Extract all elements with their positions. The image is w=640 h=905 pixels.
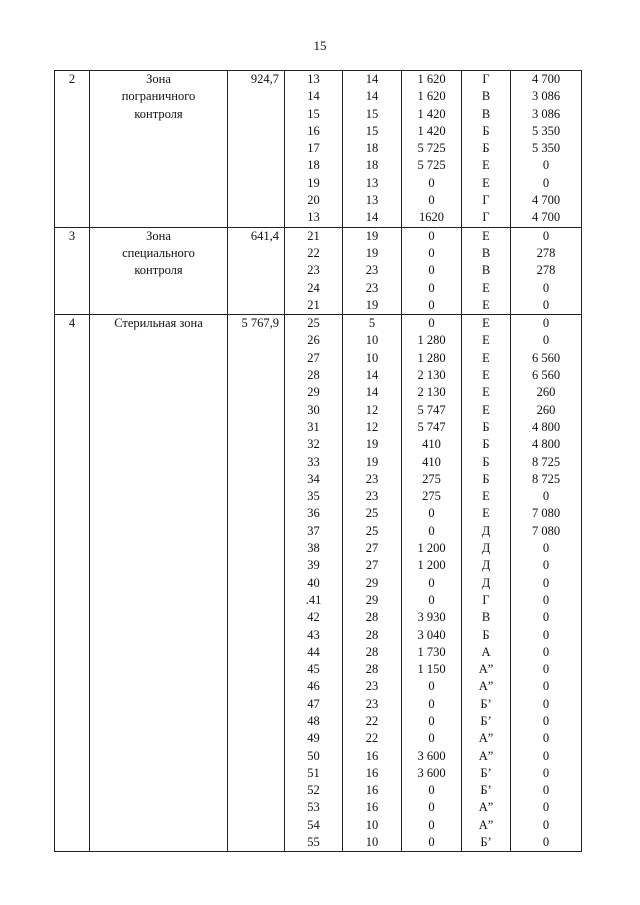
cell-distance: 278 <box>536 245 556 260</box>
cell-next-point: 10 <box>365 350 379 365</box>
cell-next-point: 23 <box>365 489 379 504</box>
cell-next-point: 19 <box>365 437 379 452</box>
cell-point-number: 49 <box>307 731 320 746</box>
cell-distance: 3 086 <box>531 89 561 104</box>
column-next-point <box>343 71 402 228</box>
cell-distance: 0 <box>542 175 550 190</box>
cell-distance: 260 <box>536 402 556 417</box>
cell-value: 5 725 <box>417 141 446 156</box>
cell-category: Д <box>481 541 491 556</box>
cell-next-point: 5 <box>368 316 376 331</box>
column-next-point <box>343 227 402 314</box>
cell-next-point: 14 <box>365 368 379 383</box>
cell-point-number: 54 <box>307 817 320 832</box>
cell-point-number: 22 <box>307 245 320 260</box>
column-category <box>462 227 511 314</box>
cell-next-point: 10 <box>365 835 379 850</box>
zone-name-line: контроля <box>134 106 183 121</box>
page-number: 15 <box>313 38 327 53</box>
cell-point-number: 21 <box>307 297 320 312</box>
cell-next-point: 29 <box>365 575 379 590</box>
cell-next-point: 10 <box>365 817 379 832</box>
cell-value: 0 <box>428 263 435 278</box>
cell-point-number: 20 <box>307 193 320 208</box>
cell-point-number: 51 <box>307 765 320 780</box>
cell-distance: 4 800 <box>531 437 561 452</box>
cell-point-number: 43 <box>307 627 320 642</box>
column-point-number <box>285 227 343 314</box>
cell-value: 5 725 <box>417 158 446 173</box>
cell-value: 5 747 <box>417 402 446 417</box>
cell-point-number: 19 <box>307 175 320 190</box>
cell-point-number: 53 <box>307 800 320 815</box>
zone-area: 924,7 <box>228 71 285 228</box>
cell-distance: 0 <box>542 817 550 832</box>
cell-distance: 7 080 <box>531 506 561 521</box>
cell-value: 1 620 <box>417 72 446 86</box>
cell-point-number: 47 <box>307 696 320 711</box>
cell-value: 0 <box>428 713 435 728</box>
cell-distance: 0 <box>542 333 550 348</box>
cell-value: 1 420 <box>417 106 446 121</box>
cell-point-number: 37 <box>307 523 320 538</box>
cell-next-point: 13 <box>365 193 379 208</box>
cell-next-point: 18 <box>365 158 379 173</box>
cell-category: Б’ <box>480 713 492 728</box>
column-value <box>402 315 462 852</box>
cell-value: 2 130 <box>417 385 446 400</box>
column-category <box>462 315 511 852</box>
cell-next-point: 28 <box>365 662 379 677</box>
cell-distance: 4 700 <box>531 210 561 225</box>
cell-point-number: 46 <box>307 679 320 694</box>
cell-next-point: 27 <box>365 558 379 573</box>
cell-value: 0 <box>428 175 435 190</box>
cell-distance: 8 725 <box>531 471 561 486</box>
zone-name-line: пограничного <box>121 89 196 104</box>
cell-next-point: 16 <box>365 748 379 763</box>
cell-category: В <box>481 610 491 625</box>
zone-number: 4 <box>55 315 90 852</box>
cell-point-number: 48 <box>307 713 320 728</box>
cell-value: 410 <box>422 437 441 452</box>
cell-distance: 0 <box>542 731 550 746</box>
column-point-number <box>285 315 343 852</box>
column-category <box>462 71 511 228</box>
cell-category: Е <box>482 489 490 504</box>
cell-distance: 0 <box>542 280 550 295</box>
cell-category: Г <box>482 210 490 225</box>
cell-value: 0 <box>428 835 435 850</box>
cell-point-number: 39 <box>307 558 320 573</box>
cell-value: 1 150 <box>417 662 446 677</box>
zones-table <box>54 70 582 852</box>
column-distance <box>511 315 582 852</box>
cell-distance: 0 <box>542 696 550 711</box>
cell-category: Е <box>482 158 490 173</box>
cell-value: 0 <box>428 696 435 711</box>
cell-point-number: 17 <box>307 141 320 156</box>
cell-distance: 0 <box>542 679 550 694</box>
cell-point-number: 25 <box>307 316 320 331</box>
cell-value: 0 <box>428 228 435 243</box>
cell-value: 1 280 <box>417 333 446 348</box>
cell-value: 0 <box>428 592 435 607</box>
cell-next-point: 15 <box>365 123 379 138</box>
cell-category: А” <box>478 817 494 832</box>
cell-value: 0 <box>428 817 435 832</box>
zone-name-line: специального <box>122 245 195 260</box>
zone-name <box>90 315 228 852</box>
cell-category: Б’ <box>480 765 492 780</box>
cell-value: 0 <box>428 523 435 538</box>
cell-point-number: .41 <box>305 592 322 607</box>
zone-number: 3 <box>55 227 90 314</box>
cell-value: 3 600 <box>417 765 446 780</box>
cell-point-number: 29 <box>307 385 320 400</box>
cell-point-number: 28 <box>307 368 320 383</box>
cell-distance: 0 <box>542 592 550 607</box>
cell-next-point: 16 <box>365 783 379 798</box>
cell-distance: 3 086 <box>531 106 561 121</box>
cell-distance: 5 350 <box>531 141 561 156</box>
cell-point-number: 40 <box>307 575 320 590</box>
zone-name-line: Зона <box>146 72 171 86</box>
cell-next-point: 22 <box>365 713 379 728</box>
cell-point-number: 33 <box>307 454 320 469</box>
cell-point-number: 13 <box>307 72 320 86</box>
zone-number: 2 <box>55 71 90 228</box>
cell-point-number: 52 <box>307 783 320 798</box>
cell-point-number: 38 <box>307 541 320 556</box>
cell-next-point: 23 <box>365 471 379 486</box>
cell-value: 0 <box>428 193 435 208</box>
cell-next-point: 23 <box>365 696 379 711</box>
cell-category: А” <box>478 748 494 763</box>
cell-value: 1 420 <box>417 123 446 138</box>
cell-next-point: 16 <box>365 800 379 815</box>
zone-area: 641,4 <box>228 227 285 314</box>
cell-category: Е <box>482 228 490 243</box>
cell-category: Б’ <box>480 783 492 798</box>
cell-next-point: 18 <box>365 141 379 156</box>
cell-category: Б’ <box>480 696 492 711</box>
cell-point-number: 26 <box>307 333 320 348</box>
cell-next-point: 14 <box>365 89 379 104</box>
cell-category: Б <box>482 123 490 138</box>
cell-point-number: 44 <box>307 644 320 659</box>
zone-name <box>90 71 228 228</box>
cell-category: Б <box>482 437 490 452</box>
cell-distance: 0 <box>542 575 550 590</box>
cell-distance: 0 <box>542 713 550 728</box>
column-value <box>402 227 462 314</box>
cell-next-point: 14 <box>365 210 379 225</box>
cell-distance: 8 725 <box>531 454 561 469</box>
cell-distance: 6 560 <box>531 368 561 383</box>
cell-distance: 0 <box>542 783 550 798</box>
cell-category: Б <box>482 471 490 486</box>
zones-table-body <box>55 71 582 852</box>
cell-point-number: 16 <box>307 123 320 138</box>
cell-point-number: 15 <box>307 106 320 121</box>
cell-value: 5 747 <box>417 419 446 434</box>
cell-next-point: 15 <box>365 106 379 121</box>
cell-point-number: 31 <box>307 419 320 434</box>
cell-distance: 0 <box>542 228 550 243</box>
cell-next-point: 23 <box>365 263 379 278</box>
cell-value: 0 <box>428 245 435 260</box>
cell-distance: 4 700 <box>531 193 561 208</box>
cell-point-number: 24 <box>307 280 320 295</box>
cell-point-number: 14 <box>307 89 320 104</box>
cell-category: Е <box>482 280 490 295</box>
cell-category: Е <box>482 506 490 521</box>
cell-next-point: 23 <box>365 280 379 295</box>
cell-next-point: 28 <box>365 610 379 625</box>
cell-category: А” <box>478 662 494 677</box>
zone-row <box>55 227 582 314</box>
cell-distance: 0 <box>542 558 550 573</box>
cell-next-point: 27 <box>365 541 379 556</box>
cell-distance: 0 <box>542 297 550 312</box>
zone-area: 5 767,9 <box>228 315 285 852</box>
cell-value: 1 200 <box>417 541 446 556</box>
cell-category: В <box>481 263 491 278</box>
cell-next-point: 22 <box>365 731 379 746</box>
cell-value: 0 <box>428 731 435 746</box>
cell-distance: 6 560 <box>531 350 561 365</box>
cell-category: Е <box>482 385 490 400</box>
cell-category: Е <box>482 368 490 383</box>
zone-name-line: Зона <box>146 228 171 243</box>
cell-next-point: 29 <box>365 592 379 607</box>
cell-value: 0 <box>428 575 435 590</box>
cell-category: Д <box>481 575 491 590</box>
cell-point-number: 45 <box>307 662 320 677</box>
cell-value: 0 <box>428 297 435 312</box>
cell-next-point: 16 <box>365 765 379 780</box>
cell-value: 3 930 <box>417 610 446 625</box>
cell-point-number: 21 <box>307 228 320 243</box>
cell-value: 0 <box>428 783 435 798</box>
column-distance <box>511 71 582 228</box>
cell-point-number: 50 <box>307 748 320 763</box>
cell-next-point: 13 <box>365 175 379 190</box>
cell-category: В <box>481 245 491 260</box>
cell-next-point: 14 <box>365 385 379 400</box>
cell-distance: 0 <box>542 765 550 780</box>
cell-distance: 4 800 <box>531 419 561 434</box>
cell-point-number: 55 <box>307 835 320 850</box>
cell-value: 0 <box>428 506 435 521</box>
cell-next-point: 28 <box>365 627 379 642</box>
cell-distance: 0 <box>542 610 550 625</box>
cell-distance: 7 080 <box>531 523 561 538</box>
cell-next-point: 19 <box>365 228 379 243</box>
cell-distance: 0 <box>542 489 550 504</box>
cell-next-point: 14 <box>365 72 379 86</box>
cell-distance: 0 <box>542 644 550 659</box>
cell-next-point: 19 <box>365 454 379 469</box>
cell-value: 410 <box>422 454 441 469</box>
cell-value: 1 280 <box>417 350 446 365</box>
zone-row <box>55 71 582 228</box>
cell-point-number: 35 <box>307 489 320 504</box>
cell-value: 275 <box>422 471 441 486</box>
cell-next-point: 12 <box>365 419 379 434</box>
zone-name <box>90 227 228 314</box>
cell-next-point: 19 <box>365 297 379 312</box>
cell-value: 3 040 <box>417 627 446 642</box>
column-point-number <box>285 71 343 228</box>
cell-category: Б <box>482 627 490 642</box>
cell-point-number: 32 <box>307 437 320 452</box>
cell-category: Е <box>482 402 490 417</box>
cell-category: Е <box>482 316 490 331</box>
zone-row <box>55 315 582 852</box>
cell-category: А” <box>478 731 494 746</box>
cell-value: 1 730 <box>417 644 446 659</box>
cell-next-point: 25 <box>365 523 379 538</box>
cell-distance: 0 <box>542 627 550 642</box>
cell-category: Б <box>482 141 490 156</box>
cell-value: 0 <box>428 800 435 815</box>
cell-category: А” <box>478 679 494 694</box>
cell-point-number: 42 <box>307 610 320 625</box>
cell-value: 0 <box>428 316 435 331</box>
cell-next-point: 19 <box>365 245 379 260</box>
cell-distance: 4 700 <box>531 72 561 86</box>
cell-category: Е <box>482 350 490 365</box>
cell-distance: 0 <box>542 835 550 850</box>
cell-point-number: 36 <box>307 506 320 521</box>
cell-category: Д <box>481 558 491 573</box>
cell-distance: 0 <box>542 800 550 815</box>
cell-distance: 0 <box>542 748 550 763</box>
cell-next-point: 12 <box>365 402 379 417</box>
cell-category: В <box>481 89 491 104</box>
cell-category: А <box>481 644 491 659</box>
cell-distance: 0 <box>542 316 550 331</box>
cell-distance: 0 <box>542 662 550 677</box>
cell-category: Г <box>482 193 490 208</box>
cell-category: Е <box>482 333 490 348</box>
cell-point-number: 13 <box>307 210 320 225</box>
cell-point-number: 18 <box>307 158 320 173</box>
cell-value: 3 600 <box>417 748 446 763</box>
cell-distance: 260 <box>536 385 556 400</box>
cell-distance: 278 <box>536 263 556 278</box>
cell-distance: 5 350 <box>531 123 561 138</box>
cell-category: Б <box>482 454 490 469</box>
column-next-point <box>343 315 402 852</box>
cell-value: 1 200 <box>417 558 446 573</box>
cell-category: А” <box>478 800 494 815</box>
cell-next-point: 23 <box>365 679 379 694</box>
column-distance <box>511 227 582 314</box>
cell-value: 275 <box>422 489 441 504</box>
cell-point-number: 30 <box>307 402 320 417</box>
cell-value: 0 <box>428 679 435 694</box>
cell-next-point: 28 <box>365 644 379 659</box>
cell-distance: 0 <box>542 158 550 173</box>
cell-value: 0 <box>428 280 435 295</box>
cell-category: Е <box>482 175 490 190</box>
cell-category: Б <box>482 419 490 434</box>
cell-point-number: 34 <box>307 471 320 486</box>
zone-name-line: контроля <box>134 263 183 278</box>
cell-category: Д <box>481 523 491 538</box>
cell-next-point: 25 <box>365 506 379 521</box>
cell-next-point: 10 <box>365 333 379 348</box>
cell-point-number: 23 <box>307 263 320 278</box>
cell-value: 2 130 <box>417 368 446 383</box>
cell-value: 1620 <box>419 210 444 225</box>
cell-point-number: 27 <box>307 350 320 365</box>
cell-category: Г <box>482 592 490 607</box>
cell-category: Б’ <box>480 835 492 850</box>
zone-name-line: Стерильная зона <box>114 316 203 331</box>
cell-value: 1 620 <box>417 89 446 104</box>
cell-distance: 0 <box>542 541 550 556</box>
cell-category: В <box>481 106 491 121</box>
cell-category: Г <box>482 72 490 86</box>
column-value <box>402 71 462 228</box>
cell-category: Е <box>482 297 490 312</box>
